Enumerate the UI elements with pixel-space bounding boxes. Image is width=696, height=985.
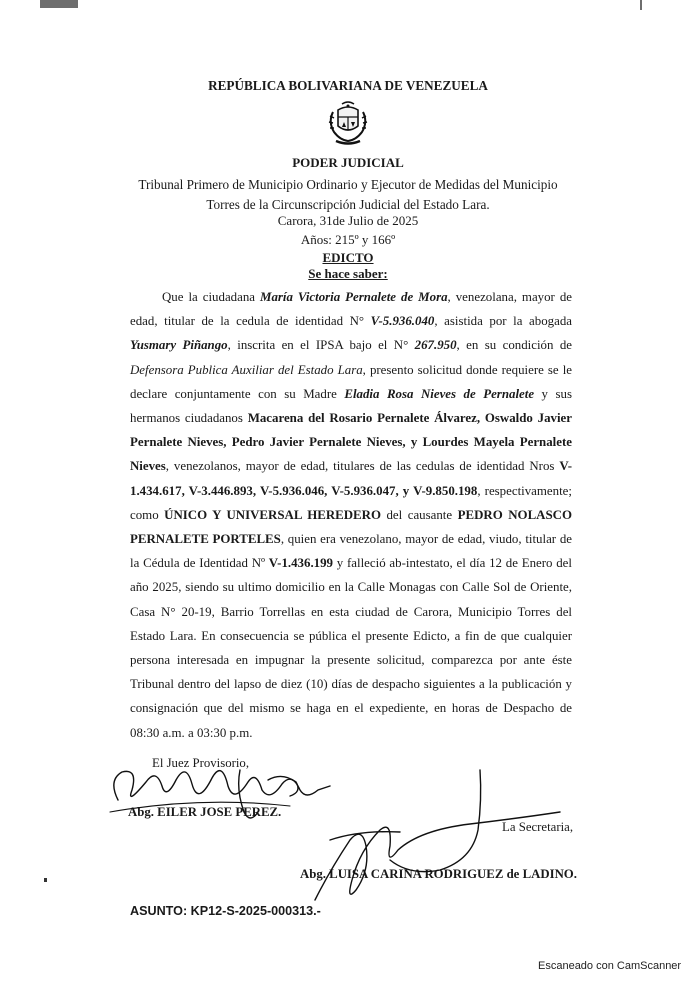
secretary-label: La Secretaria, [502,820,574,834]
body-text: , presento solicitud donde requiere se le declare conjuntamente con su Madre [130,362,572,401]
judge-label: El Juez Provisorio, [152,756,250,770]
body-text: , quien era venezolano, mayor de edad, viudo, titular de la Cédula de Identidad Nº [130,532,572,571]
body-text: , venezolana, mayor de edad, titular de la cedula de identidad N° [130,290,573,329]
deceased-name: PEDRO NOLASCO PERNALETE PORTELES [130,507,572,547]
applicant-id: V-5.936.040 [370,314,435,329]
mother-name: Eladia Rosa Nieves de Pernalete [344,386,535,401]
case-number: ASUNTO: KP12-S-2025-000313.- [130,904,321,918]
deceased-id: V-1.436.199 [268,556,334,571]
country-heading: REPÚBLICA BOLIVARIANA DE VENEZUELA [208,78,488,93]
tribunal-line: Tribunal Primero de Municipio Ordinario y Ejecutor de Medidas del Municipio [138,177,558,192]
venezuela-coat-of-arms-icon [322,100,374,148]
body-text: y falleció ab-intestato, el día 12 de Enero del año 2025, siendo su ultimo domicilio en la Calle Monagas con Calle Sol de Oriente, Casa N° 20-19, Barrio Torrellas en esta ciudad de Carora, Municipio Torres del Estado Lara. En consecuencia se pública el presente Edicto, a fin de que cualquier persona interesada en impugnar la presente solicitud, comparezca por ante éste Tribunal dentro del lapso de diez (10) días de despacho siguientes a la publicación y consignación que del mismo se haga en el expediente, en horas de Despacho de 08:30 a.m. a 03:30 p.m. [130,556,572,740]
body-text: , venezolanos, mayor de edad, titulares de las cedulas de identidad Nros [165,459,560,474]
scanner-watermark: Escaneado con CamScanner [538,960,682,972]
identity-numbers: V-1.434.617, V-3.446.893, V-5.936.046, V-5.936.047, y V-9.850.198 [130,459,572,498]
tribunal-heading [0,175,696,214]
tribunal-line: Torres de la Circunscripción Judicial del Estado Lara. [206,196,490,212]
heir-designation: ÚNICO Y UNIVERSAL HEREDERO [164,507,381,522]
document-date: Carora, 31de Julio de 2025 [277,213,419,228]
judge-name: Abg. EILER JOSE PEREZ. [128,805,282,819]
document-subtitle: Se hace saber: [308,266,388,281]
applicant-name: María Victoria Pernalete de Mora [260,290,448,304]
scan-speck [44,878,47,882]
secretary-name: Abg. LUISA CARINA RODRIGUEZ de LADINO. [300,867,577,881]
scan-edge-mark [640,0,642,10]
scan-edge-mark [40,0,78,8]
judge-signature [114,771,330,800]
lawyer-role: Defensora Publica Auxiliar del Estado Lara [130,362,363,377]
body-text: , en su condición de [456,338,572,353]
body-text: , respectivamente; como [130,483,572,522]
document-years: Años: 215º y 166º [300,232,396,247]
ipsa-number: 267.950 [414,338,457,353]
siblings-names: Macarena del Rosario Pernalete Álvarez, Oswaldo Javier Pernalete Nieves, Pedro Javier Pernalete Nieves, y Lourdes Mayela Pernalete Nieves [130,411,572,474]
document-title: EDICTO [322,250,374,265]
body-text: , asistida por la abogada [434,314,572,329]
body-text: del causante [380,507,458,522]
body-text: , inscrita en el IPSA bajo el N° [227,338,415,353]
branch-heading: PODER JUDICIAL [292,155,404,170]
lawyer-name: Yusmary Piñango [130,338,228,353]
edict-body [130,285,572,745]
body-text: Que la ciudadana [162,290,260,304]
body-text: y sus hermanos ciudadanos [130,386,572,426]
